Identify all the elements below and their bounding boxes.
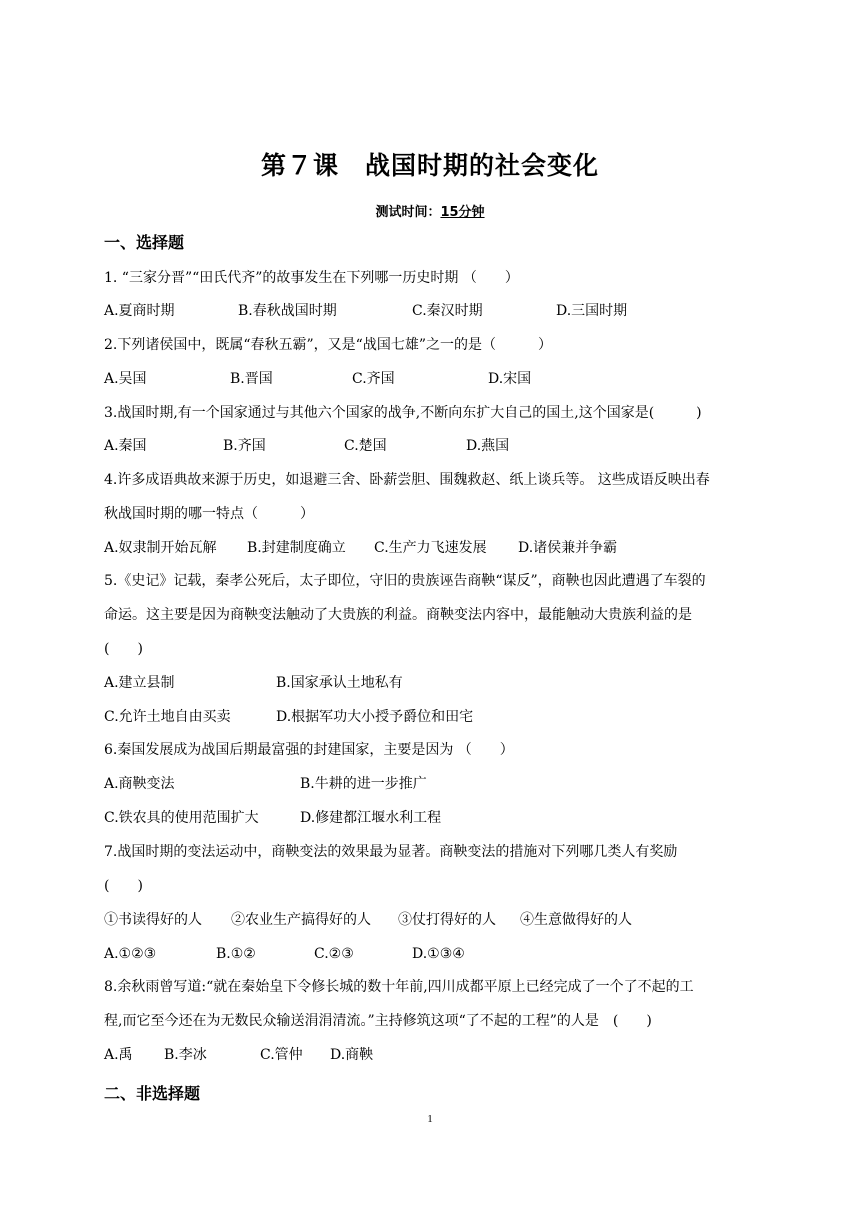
question-2-stem: 2.下列诸侯国中，既属“春秋五霸”，又是“战国七雄”之一的是（ ） — [104, 337, 552, 353]
question-6-stem: 6.秦国发展成为战国后期最富强的封建国家，主要是因为 （ ） — [104, 742, 514, 758]
test-duration — [0, 201, 860, 220]
option: C.铁农具的使用范围扩大 — [104, 810, 259, 826]
statement-item: ②农业生产搞得好的人 — [231, 912, 371, 928]
option: D.①③④ — [412, 946, 465, 962]
statement-item: ④生意做得好的人 — [520, 912, 632, 928]
option: B.牛耕的进一步推广 — [300, 776, 427, 792]
option: C.生产力飞速发展 — [374, 540, 487, 556]
option: A.吴国 — [104, 371, 147, 387]
page-number: 1 — [427, 1113, 433, 1125]
option: A.禹 — [104, 1047, 133, 1063]
option: A.奴隶制开始瓦解 — [104, 540, 217, 556]
option: D.诸侯兼并争霸 — [518, 540, 618, 556]
page-title: 第７课 战国时期的社会变化 — [260, 151, 599, 180]
section-heading-choice: 一、选择题 — [104, 233, 185, 252]
option: C.允许土地自由买卖 — [104, 709, 231, 725]
question-7-stem-line-2: ( ) — [104, 878, 143, 894]
option: A.①②③ — [104, 946, 157, 962]
option: B.春秋战国时期 — [238, 303, 337, 319]
option: B.封建制度确立 — [247, 540, 346, 556]
option: B.①② — [216, 946, 256, 962]
question-5-stem-line-1: 5.《史记》记载，秦孝公死后，太子即位，守旧的贵族诬告商鞅“谋反”，商鞅也因此遭遇了车裂的 — [104, 573, 706, 589]
option: C.齐国 — [352, 371, 395, 387]
statement-item: ③仗打得好的人 — [398, 912, 496, 928]
option: D.根据军功大小授予爵位和田宅 — [276, 709, 474, 725]
option: D.燕国 — [466, 438, 510, 454]
option: C.秦汉时期 — [412, 303, 483, 319]
option: D.宋国 — [488, 371, 532, 387]
option: D.商鞅 — [330, 1047, 374, 1063]
section-heading-nonchoice: 二、非选择题 — [104, 1084, 201, 1103]
question-8-stem-line-2: 程,而它至今还在为无数民众输送涓涓清流。”主持修筑这项“了不起的工程”的人是 ( ) — [104, 1013, 652, 1029]
question-8-stem-line-1: 8.余秋雨曾写道:“就在秦始皇下令修长城的数十年前,四川成都平原上已经完成了一个了不起的工 — [104, 979, 694, 995]
question-4-stem-line-1: 4.许多成语典故来源于历史，如退避三舍、卧薪尝胆、围魏救赵、纸上谈兵等。 这些成语反映出春 — [104, 472, 710, 488]
statement-item: ①书读得好的人 — [104, 912, 202, 928]
option: A.夏商时期 — [104, 303, 175, 319]
option: C.楚国 — [344, 438, 387, 454]
option: B.李冰 — [164, 1047, 207, 1063]
option: B.晋国 — [230, 371, 273, 387]
question-5-stem-line-3: ( ) — [104, 641, 143, 657]
option: A.秦国 — [104, 438, 147, 454]
option: A.建立县制 — [104, 675, 175, 691]
duration-value: 15分钟 — [440, 205, 485, 220]
option: C.管仲 — [260, 1047, 303, 1063]
option: B.齐国 — [223, 438, 266, 454]
question-5-stem-line-2: 命运。这主要是因为商鞅变法触动了大贵族的利益。商鞅变法内容中，最能触动大贵族利益的是 — [104, 607, 692, 623]
question-4-stem-line-2: 秋战国时期的哪一特点（ ） — [104, 506, 314, 522]
question-3-stem: 3.战国时期,有一个国家通过与其他六个国家的战争,不断向东扩大自己的国土,这个国家是( ) — [104, 405, 702, 421]
question-7-stem-line-1: 7.战国时期的变法运动中，商鞅变法的效果最为显著。商鞅变法的措施对下列哪几类人有奖励 — [104, 844, 678, 860]
option: C.②③ — [314, 946, 354, 962]
option: D.修建都江堰水利工程 — [300, 810, 442, 826]
question-1-stem: 1. “三家分晋”“田氏代齐”的故事发生在下列哪一历史时期 （ ） — [104, 270, 519, 286]
option: B.国家承认土地私有 — [276, 675, 403, 691]
duration-label: 测试时间： — [375, 205, 441, 220]
option: A.商鞅变法 — [104, 776, 175, 792]
option: D.三国时期 — [556, 303, 628, 319]
